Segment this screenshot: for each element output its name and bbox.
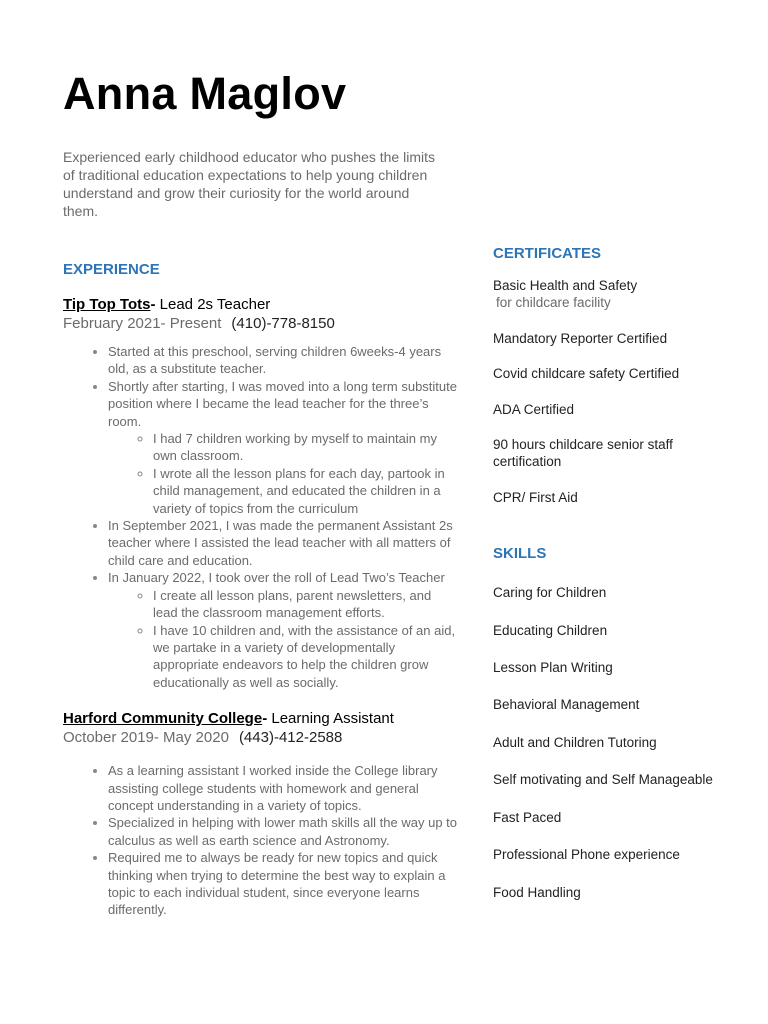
certificate-name: ADA Certified — [493, 401, 575, 417]
bullet-text: In September 2021, I was made the permanent Assistant 2s teacher where I assisted the lead teacher with all matters of child care and education. — [108, 518, 453, 568]
certificate-name: Covid childcare safety Certified — [493, 366, 680, 382]
skill-item: Behavioral Management — [493, 697, 640, 713]
bullet-text: Shortly after starting, I was moved into a long term substitute position where I became the lead teacher for the three’s room. — [108, 378, 457, 429]
bullet-text: In January 2022, I took over the roll of Lead Two’s Teacher — [108, 570, 445, 586]
skill-item: Lesson Plan Writing — [493, 660, 613, 676]
certificate-name: Basic Health and Safety — [493, 278, 638, 293]
sub-list-item: ◦ I create all lesson plans, parent newsletters, and lead the classroom management efforts. — [153, 587, 458, 622]
summary: Experienced early childhood educator who pushes the limits of traditional education expectations to help young children understand and grow their curiosity for the world around them. — [63, 149, 435, 219]
job-role: Learning Assistant — [267, 710, 394, 728]
skill-item: Food Handling — [493, 884, 581, 900]
job-title — [63, 295, 458, 314]
certificates-list — [493, 277, 733, 506]
list-item — [108, 569, 458, 691]
certificate-item — [493, 489, 733, 506]
job-bullets — [63, 343, 458, 691]
job-entry — [63, 709, 458, 919]
skill-item: Adult and Children Tutoring — [493, 734, 657, 750]
employer-name: Tip Top Tots — [63, 296, 151, 313]
list-item — [108, 849, 458, 919]
skills-heading: SKILLS — [493, 545, 547, 563]
job-meta — [63, 314, 458, 333]
sub-list-item: ◦ I wrote all the lesson plans for each day, partook in child management, and educated the children in a variety of topics from the curriculum — [153, 465, 458, 517]
job-entry — [63, 295, 458, 691]
bullet-text: Started at this preschool, serving children 6weeks-4 years old, as a substitute teacher. — [108, 344, 442, 377]
job-dates: October 2019- May 2020 — [63, 729, 229, 747]
list-item — [108, 814, 458, 849]
job-phone: (410)-778-8150 — [231, 315, 335, 332]
skill-item: Fast Paced — [493, 809, 562, 825]
experience-section — [63, 260, 458, 919]
sidebar — [493, 244, 733, 901]
job-title — [63, 709, 458, 728]
list-item — [108, 343, 458, 378]
skills-list — [493, 584, 733, 901]
employer-name: Harford Community College — [63, 710, 263, 728]
certificate-item — [493, 401, 733, 418]
bullet-text: Specialized in helping with lower math skills all the way up to calculus as well as earth science and Astronomy. — [108, 815, 458, 848]
certificate-name: Mandatory Reporter Certified — [493, 330, 668, 346]
job-meta — [63, 728, 458, 747]
title-separator: - — [262, 710, 268, 728]
list-item — [108, 517, 458, 569]
experience-heading: EXPERIENCE — [63, 261, 160, 278]
job-role: Lead 2s Teacher — [155, 296, 271, 313]
certificate-item — [493, 436, 733, 471]
skill-item: Professional Phone experience — [493, 847, 680, 863]
skill-item: Educating Children — [493, 622, 608, 638]
job-bullets — [63, 762, 458, 919]
bullet-text: Required me to always be ready for new topics and quick thinking when trying to determine the best way to explain a topic to each individual student, since everyone learns differently. — [108, 850, 446, 918]
list-item — [108, 762, 458, 814]
list-item — [108, 378, 458, 517]
certificate-name: CPR/ First Aid — [493, 489, 578, 505]
job-phone: (443)-412-2588 — [238, 729, 343, 747]
skill-item: Self motivating and Self Manageable — [493, 772, 713, 788]
skill-item: Caring for Children — [493, 585, 607, 601]
certificate-name: 90 hours childcare senior staff certification — [493, 437, 673, 470]
certificate-item — [493, 330, 733, 347]
job-dates: February 2021- Present — [63, 315, 222, 332]
certificate-item — [493, 365, 733, 382]
sub-bullets — [108, 430, 458, 517]
certificate-detail: for childcare facility — [496, 295, 611, 311]
title-separator: - — [150, 296, 156, 313]
sub-bullets — [108, 587, 458, 691]
certificates-heading: CERTIFICATES — [493, 245, 602, 262]
bullet-text: As a learning assistant I worked inside the College library assisting college students with homework and general concept understanding in a variety of topics. — [108, 763, 438, 813]
candidate-name: Anna Maglov — [63, 68, 347, 119]
sub-list-item: ◦ I had 7 children working by myself to maintain my own classroom. — [153, 430, 458, 465]
certificate-item — [493, 277, 733, 312]
sub-list-item: ◦ I have 10 children and, with the assistance of an aid, we partake in a variety of developmentally appropriate endeavors to help the children grow educationally as well as socially. — [153, 622, 458, 692]
